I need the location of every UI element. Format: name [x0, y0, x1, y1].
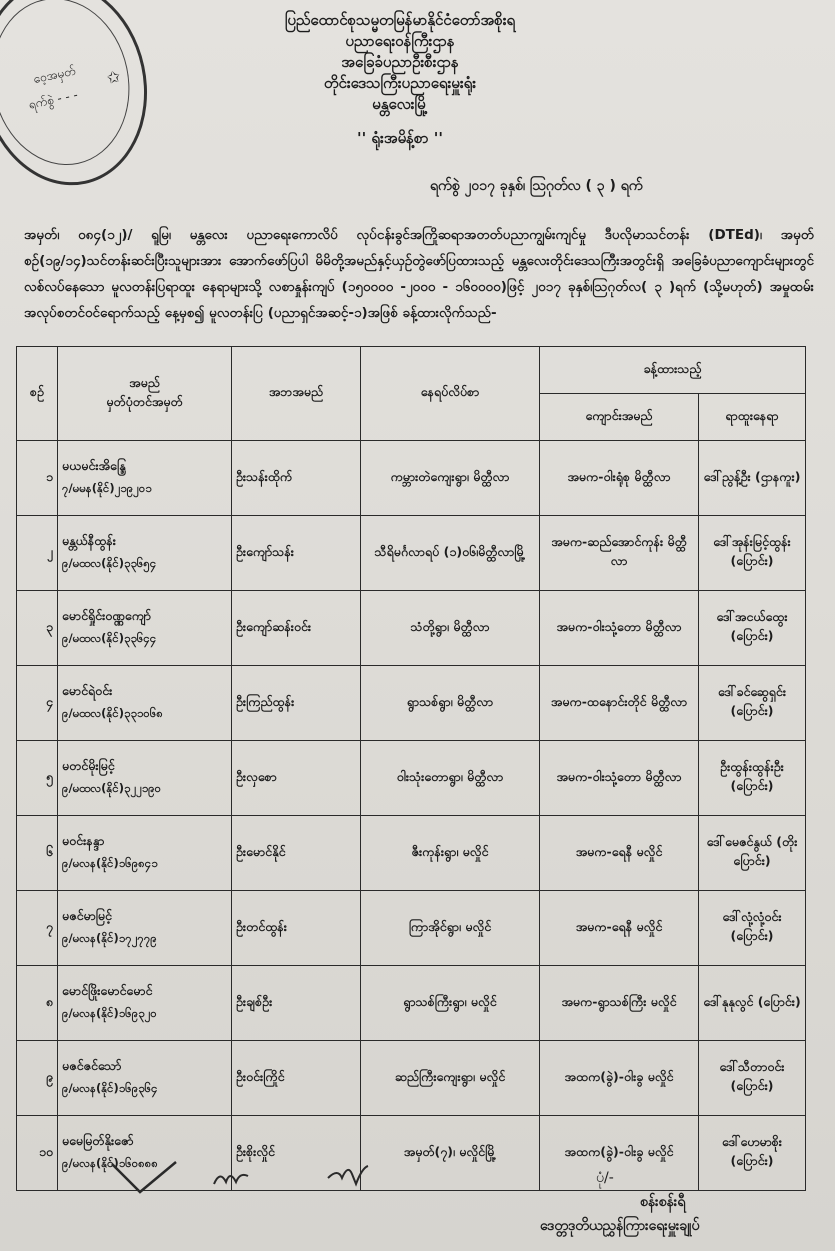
home-address: [361, 1041, 540, 1116]
appointee-name-text: မန္တယ်နီထွန်း: [62, 533, 116, 548]
father-name: [232, 966, 361, 1041]
row-number-text: ၅: [45, 768, 53, 784]
document-title: '' ရုံးအမိန့်စာ '': [357, 129, 443, 147]
home-address-text: ဝါးသုံးတောရွာ၊ မိတ္ထီလာ: [396, 768, 504, 784]
appointee-name-text: မမေမြတ်နိုးဇော်: [62, 1133, 134, 1148]
header-line-3: အခြေခံပညာဦးစီးဌာန: [341, 53, 459, 71]
header-appointed: ခန့်ထားသည့်: [540, 347, 806, 394]
post-position-text: ဒေါ်ခင်ဆွေရှင်း (ပြောင်း): [717, 684, 787, 718]
school-name-text: အမက-ရွာသစ်ကြီး မလှိုင်: [561, 993, 677, 1009]
father-name-text: ဦးသန်းထိုက်: [236, 468, 293, 484]
home-address-text: ဆည်ကြီးကျေးရွာ၊ မလှိုင်: [394, 1068, 506, 1084]
table-row: [17, 966, 806, 1041]
school-name-text: အမက-ဝါးသုံ့တော မိတ္ထီလာ: [556, 768, 682, 784]
post-position: [699, 741, 806, 816]
table-row: [17, 816, 806, 891]
post-position: [699, 816, 806, 891]
home-address: [361, 666, 540, 741]
appointee-name: [58, 741, 232, 816]
seal-line-2: ရက်စွဲ - - -: [27, 87, 79, 112]
row-number: [17, 741, 58, 816]
nrc-number: ၉/မထလ(နိုင်)၃၃၆၄၄: [62, 631, 157, 645]
seal-line-1: ဝေ့အမှတ်: [32, 63, 77, 87]
father-name-text: ဦးလှစော: [236, 768, 277, 784]
row-number: [17, 1041, 58, 1116]
seal-star-icon: ✩: [105, 66, 123, 88]
post-position-text: ဒေါ်သီတာဝင်း (ပြောင်း): [719, 1059, 785, 1093]
home-address: [361, 891, 540, 966]
row-number: [17, 516, 58, 591]
initial-scribble-1: [214, 1175, 248, 1184]
row-number-text: ၆: [45, 843, 53, 859]
header-school: ကျောင်းအမည်: [540, 394, 699, 441]
row-number: [17, 966, 58, 1041]
nrc-number: ၉/မလန(နိုင်)၁၆၉၈၄၁: [62, 856, 158, 870]
header-line-1: ပြည်ထောင်စုသမ္မတမြန်မာနိုင်ငံတော်အစိုးရ: [284, 11, 516, 29]
post-position-text: ဒေါ်ညွန့်ဦး (ဌာနကူး): [703, 468, 801, 484]
header-address: နေရပ်လိပ်စာ: [361, 347, 540, 441]
row-number: [17, 591, 58, 666]
check-mark-icon: [112, 1162, 176, 1192]
order-paragraph: အမှတ်၊ ဝ၈၄(၁၂)/ ရူမြ၊ မန္တလေး ပညာရေးကောလိပ် လုပ်ငန်းခွင်အကြိုဆရာအတတ်ပညာကျွမ်းကျင်မှု ဒီပလိုမာသင်တန်း (DTEd)၊ အမှတ်စဉ်(၁၉/၁၄)သင်တန်းဆင်းပြီးသူများအား အောက်ဖော်ပြပါ မိမိတို့အမည်နှင့်ယှဉ်တွဲဖော်ပြထားသည့် မန္တလေးတိုင်းဒေသကြီးအတွင်းရှိ အခြေခံပညာကျောင်းများတွင် လစ်လပ်နေသော မူလတန်းပြရာထူး နေရာများသို့ လစာနှုန်းကျပ် (၁၅၀၀၀၀ -၂၀၀၀ - ၁၆၀၀၀၀)ဖြင့် ၂၀၁၇ ခုနှစ်၊ဩဂုတ်လ( ၃ )ရက် (သို့မဟုတ်) အမှုထမ်းအလုပ်စတင်ဝင်ရောက်သည့် နေ့မှစ၍ မူလတန်းပြ (ပညာရှင်အဆင့်-၁)အဖြစ် ခန့်ထားလိုက်သည်-: [24, 227, 814, 321]
post-position-text: ဒေါ်ဟေမာစိုး (ပြောင်း): [722, 1134, 782, 1168]
father-name: [232, 591, 361, 666]
office-seal-stamp: [0, 0, 166, 201]
nrc-number: ၇/မမန(နိုင်)၂၁၉၂၀၁: [62, 481, 152, 495]
letterhead: [220, 10, 580, 151]
row-number-text: ၉: [45, 1068, 53, 1084]
signed-mark: ပုံ/-: [596, 1170, 614, 1186]
school-name: [540, 816, 699, 891]
father-name: [232, 816, 361, 891]
table-body: [17, 441, 806, 1191]
home-address-text: အမှတ်(၇)၊ မလှိုင်မြို့: [403, 1143, 497, 1159]
table-row: [17, 591, 806, 666]
post-position: [699, 591, 806, 666]
header-name-label: အမည်: [129, 374, 160, 390]
home-address-text: ကြာအိုင်ရွာ၊ မလှိုင်: [408, 918, 492, 934]
appointee-name: [58, 966, 232, 1041]
appointee-name-text: မောင်ဖြိုးမောင်မောင်: [62, 983, 153, 998]
school-name-text: အထက(ခွဲ)-ဝါးခွ မလှိုင်: [564, 1068, 674, 1084]
table-header-row: [17, 347, 806, 394]
row-number-text: ၁: [45, 468, 53, 484]
father-name: [232, 666, 361, 741]
school-name: [540, 591, 699, 666]
father-name-text: ဦးကြည်ထွန်း: [236, 693, 295, 709]
father-name: [232, 441, 361, 516]
row-number-text: ၁၀: [38, 1143, 53, 1159]
father-name-text: ဦးဝင်းကြိုင်: [236, 1068, 285, 1084]
post-position-text: ဒေါ်မေဇင်နွယ် (တိုးပြောင်း): [706, 834, 798, 868]
home-address: [361, 966, 540, 1041]
home-address-text: ကမ္ဘားတဲကျေးရွာ၊ မိတ္ထီလာ: [390, 468, 510, 484]
table-row: [17, 666, 806, 741]
nrc-number: ၉/မလန(နိုင်)၁၆၉၃၆၄: [62, 1081, 158, 1095]
header-name-sub: မှတ်ပုံတင်အမှတ်: [106, 393, 183, 409]
school-name-text: အထက(ခွဲ)-ဝါးခွ မလှိုင်: [564, 1143, 674, 1159]
row-number-text: ၃: [45, 618, 53, 634]
row-number-text: ၂: [46, 543, 53, 559]
school-name: [540, 666, 699, 741]
school-name: [540, 516, 699, 591]
home-address: [361, 516, 540, 591]
initials-marks: [0, 1150, 835, 1250]
header-line-4: တိုင်းဒေသကြီးပညာရေးမှူးရုံး: [323, 74, 477, 92]
school-name: [540, 441, 699, 516]
appointee-name: [58, 516, 232, 591]
home-address: [361, 441, 540, 516]
school-name-text: အမက-ဆည်အောင်ကုန်း မိတ္ထီလာ: [551, 534, 687, 568]
home-address-text: ရွာသစ်ကြီးရွာ၊ မလှိုင်: [403, 993, 497, 1009]
appointee-name-text: မဇင်ဇင်သော်: [62, 1058, 122, 1073]
home-address-text: ရွာသစ်ရွာ၊ မိတ္ထီလာ: [406, 693, 494, 709]
table-row: [17, 1041, 806, 1116]
signer-title: ဒေတ္တဒုတိယညွှန်ကြားရေးမှူးချုပ်: [540, 1218, 700, 1234]
appointee-name-text: မတင်မိုးမြင့်: [62, 758, 115, 773]
header-line-5: မန္တလေးမြို့: [372, 95, 428, 113]
post-position: [699, 516, 806, 591]
home-address: [361, 741, 540, 816]
home-address-text: ဇီးကုန်းရွာ၊ မလှိုင်: [411, 843, 489, 859]
nrc-number: ၉/မထလ(နိုင်)၃၂၂၁၉၀: [62, 781, 162, 795]
appointee-name-text: မောင်ရဲဝင်း: [62, 683, 113, 698]
appointee-name-text: မယမင်းအိန္ဒြေ: [62, 458, 126, 473]
nrc-number: ၉/မထလ(နိုင်)၃၃၆၅၄: [62, 556, 157, 570]
school-name-text: အမက-ထနောင်းတိုင် မိတ္ထီလာ: [550, 693, 688, 709]
header-name: [58, 347, 232, 441]
post-position: [699, 891, 806, 966]
appointee-name: [58, 441, 232, 516]
father-name: [232, 741, 361, 816]
home-address-text: သီရိမင်္ဂလာရပ် (၁)ဝ၆၊မိတ္ထီလာမြို့: [374, 543, 526, 559]
row-number: [17, 441, 58, 516]
table-row: [17, 741, 806, 816]
school-name: [540, 741, 699, 816]
nrc-number: ၉/မလန(နိုင်)၁၆၉၃၂၀: [62, 1006, 157, 1020]
school-name-text: အမက-ဝါးရုံစု မိတ္ထီလာ: [567, 468, 671, 484]
document-date: ရက်စွဲ ၂၀၁၇ ခုနှစ်၊ ဩဂုတ်လ ( ၃ ) ရက်: [430, 178, 643, 194]
initial-scribble-2: [328, 1166, 368, 1184]
home-address: [361, 816, 540, 891]
row-number-text: ၄: [45, 693, 53, 709]
header-no: စဉ်: [17, 347, 58, 441]
home-address: [361, 591, 540, 666]
school-name-text: အမက-ရေနီ မလှိုင်: [575, 843, 663, 859]
post-position-text: ဒေါ်အငယ်ထွေး (ပြောင်း): [716, 609, 788, 643]
school-name: [540, 1041, 699, 1116]
nrc-number: ၉/မထလ(နိုင်)၃၃၁၀၆၈: [62, 706, 163, 720]
row-number: [17, 816, 58, 891]
school-name-text: အမက-ဝါးသုံ့တော မိတ္ထီလာ: [556, 618, 682, 634]
father-name-text: ဦးကျော်ဆန်းဝင်း: [236, 618, 312, 634]
post-position: [699, 1041, 806, 1116]
appointee-name: [58, 666, 232, 741]
school-name-text: အမက-ရေနီ မလှိုင်: [575, 918, 663, 934]
appointment-table: [16, 346, 806, 1191]
table-row: [17, 441, 806, 516]
signer-name: စန်းစန်းရီ: [640, 1194, 686, 1210]
appointee-name-text: မောင်ရှိုင်းဝဏ္ဏကျော်: [62, 608, 152, 623]
appointee-name: [58, 891, 232, 966]
row-number-text: ၈: [45, 993, 53, 1009]
father-name: [232, 1041, 361, 1116]
nrc-number: ၉/မလန(နိုင်)၁၇၂၇၇၉: [62, 931, 157, 945]
appointee-name-text: မဇင်မာမြင့်: [62, 908, 112, 923]
father-name-text: ဦးကျော်သန်း: [236, 543, 294, 559]
father-name-text: ဦးချစ်ဦး: [236, 993, 273, 1009]
father-name: [232, 891, 361, 966]
post-position-text: ဒေါ်နုနုလွင် (ပြောင်း): [703, 993, 801, 1009]
row-number-text: ၇: [45, 918, 53, 934]
post-position: [699, 966, 806, 1041]
table-row: [17, 516, 806, 591]
father-name-text: ဦးတင်ထွန်း: [236, 918, 287, 934]
post-position-text: ဒေါ်လုံ့လုံ့ဝင်း (ပြောင်း): [722, 909, 782, 943]
table-row: [17, 891, 806, 966]
post-position-text: ဦးထွန်းထွန်းဦး (ပြောင်း): [720, 759, 784, 793]
header-father: အဘအမည်: [232, 347, 361, 441]
header-post: ရာထူးနေရာ: [699, 394, 806, 441]
post-position: [699, 441, 806, 516]
row-number: [17, 666, 58, 741]
appointee-name: [58, 1041, 232, 1116]
school-name: [540, 966, 699, 1041]
appointee-name-text: မဝင်းနန္ဒာ: [62, 833, 105, 848]
home-address-text: သံတို့ရွာ၊ မိတ္ထီလာ: [410, 618, 490, 634]
father-name: [232, 516, 361, 591]
post-position: [699, 666, 806, 741]
header-line-2: ပညာရေးဝန်ကြီးဌာန: [345, 32, 455, 50]
appointee-name: [58, 591, 232, 666]
school-name: [540, 891, 699, 966]
father-name-text: ဦးမောင်နိုင်: [236, 843, 286, 859]
post-position-text: ဒေါ်အုန်းမြင့်ထွန်း (ပြောင်း): [713, 534, 791, 568]
father-name-text: ဦးစိုးလှိုင်: [236, 1143, 275, 1159]
appointee-name: [58, 816, 232, 891]
row-number: [17, 891, 58, 966]
nrc-number: ၉/မလန(နိုင်)၁၆၀၈၈၈: [62, 1156, 158, 1170]
